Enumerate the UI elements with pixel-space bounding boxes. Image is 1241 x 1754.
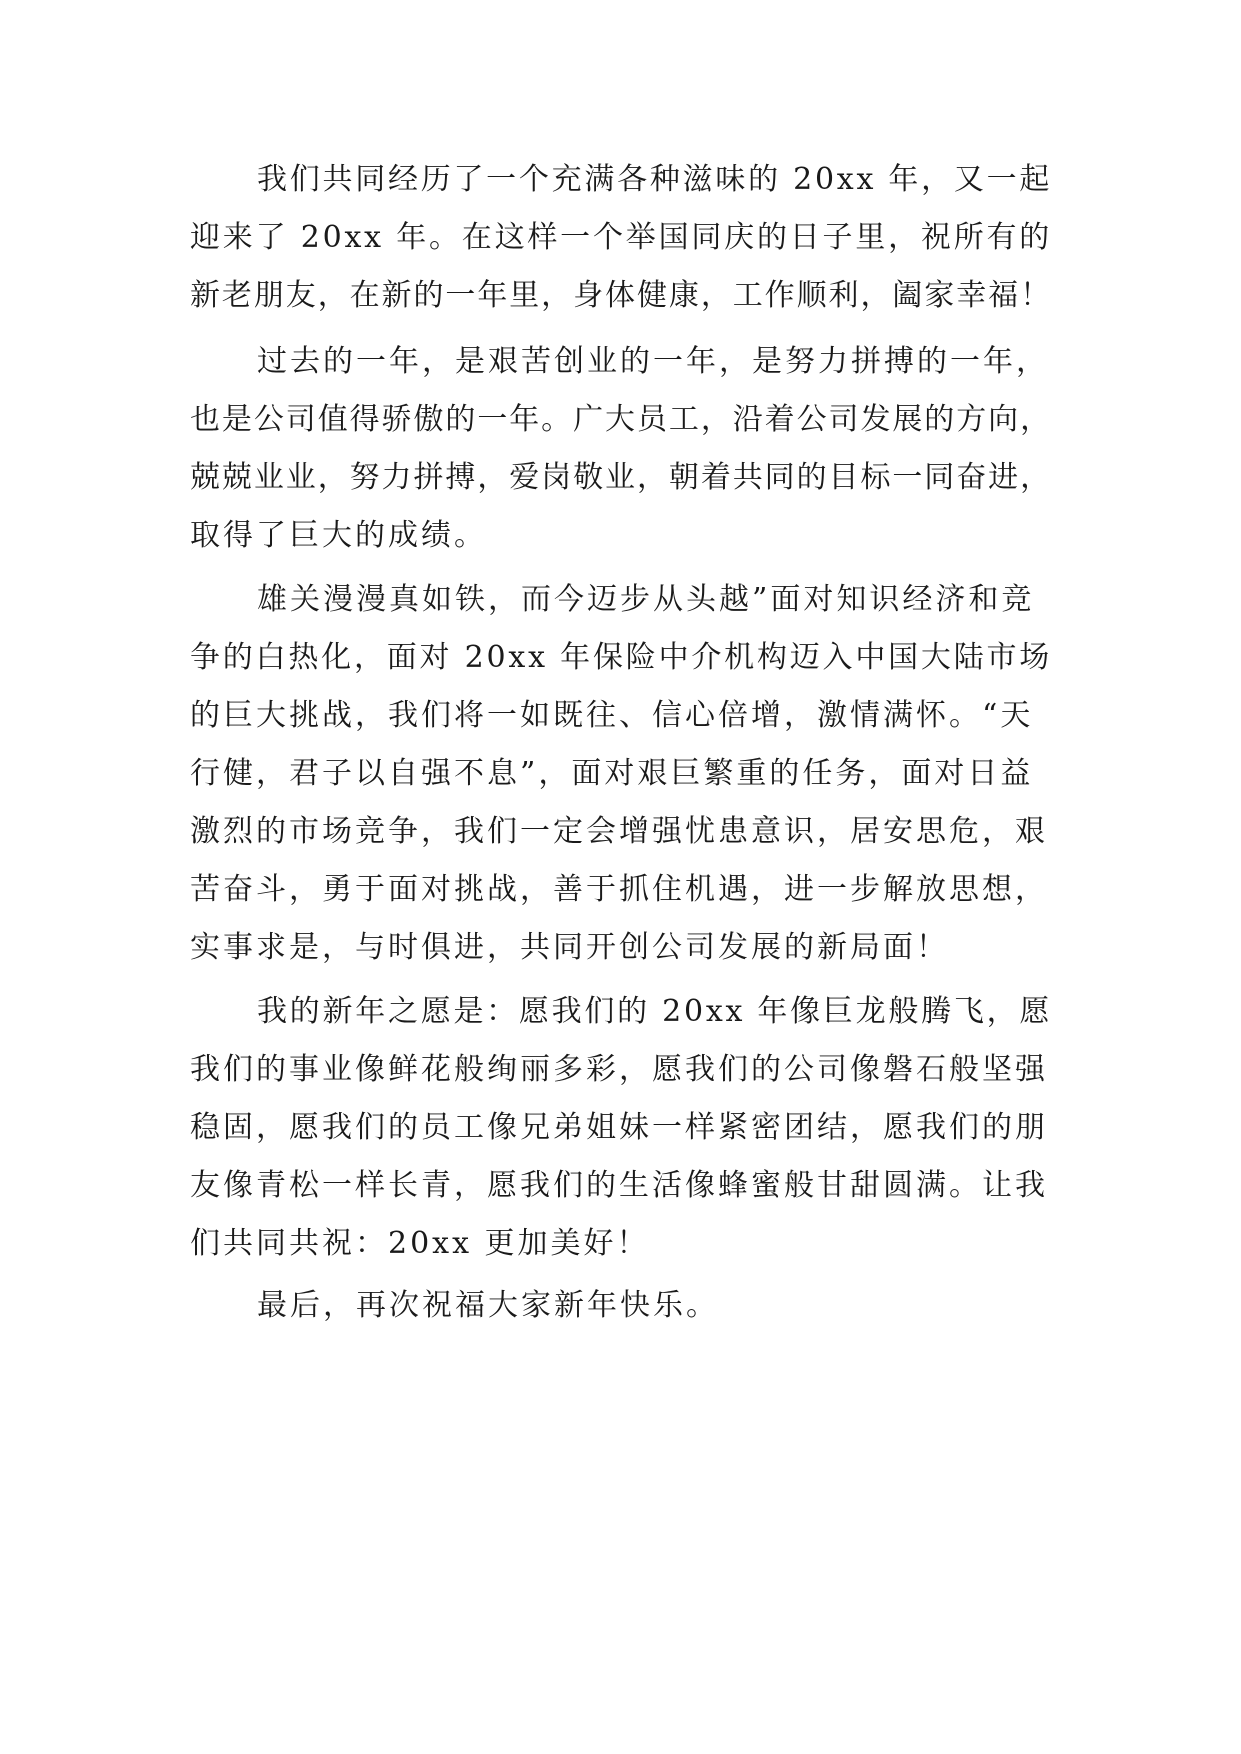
text-line: 新老朋友，在新的一年里，身体健康，工作顺利，阖家幸福！ [190,278,1052,313]
text-line: 兢兢业业，努力拼搏，爱岗敬业，朝着共同的目标一同奋进， [190,460,1052,495]
text-line: 行健，君子以自强不息”，面对艰巨繁重的任务，面对日益 [190,756,1034,791]
text-line: 我们的事业像鲜花般绚丽多彩，愿我们的公司像磐石般坚强 [190,1052,1048,1087]
text-line: 激烈的市场竞争，我们一定会增强忧患意识，居安思危，艰 [190,814,1048,849]
text-line: 取得了巨大的成绩。 [190,518,487,553]
text-line: 实事求是，与时俱进，共同开创公司发展的新局面！ [190,930,949,965]
text-line: 迎来了 20xx 年。在这样一个举国同庆的日子里，祝所有的 [190,220,1053,255]
text-line: 我的新年之愿是：愿我们的 20xx 年像巨龙般腾飞，愿 [257,994,1053,1029]
text-line: 过去的一年，是艰苦创业的一年，是努力拼搏的一年， [257,344,1049,379]
text-line: 们共同共祝：20xx 更加美好！ [190,1226,650,1261]
text-line: 稳固，愿我们的员工像兄弟姐妹一样紧密团结，愿我们的朋 [190,1110,1048,1145]
text-line: 雄关漫漫真如铁，而今迈步从头越”面对知识经济和竞 [257,582,1035,617]
text-line: 也是公司值得骄傲的一年。广大员工，沿着公司发展的方向， [190,402,1052,437]
text-line: 我们共同经历了一个充满各种滋味的 20xx 年，又一起 [257,162,1053,197]
text-line: 的巨大挑战，我们将一如既往、信心倍增，激情满怀。“天 [190,698,1034,733]
text-line: 友像青松一样长青，愿我们的生活像蜂蜜般甘甜圆满。让我 [190,1168,1048,1203]
text-line: 争的白热化，面对 20xx 年保险中介机构迈入中国大陆市场 [190,640,1053,675]
text-line: 最后，再次祝福大家新年快乐。 [257,1288,719,1323]
text-line: 苦奋斗，勇于面对挑战，善于抓住机遇，进一步解放思想， [190,872,1048,907]
